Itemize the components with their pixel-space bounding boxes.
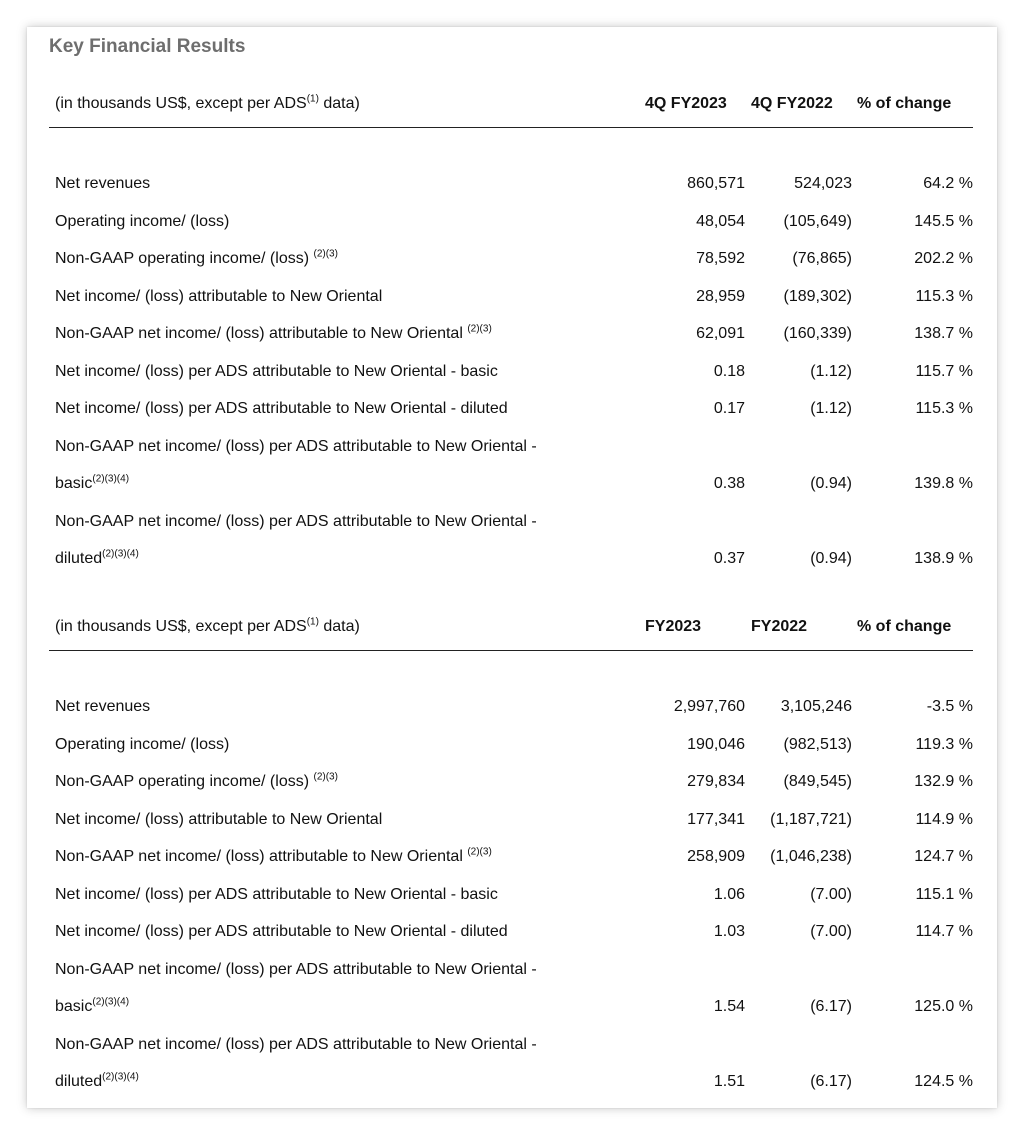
row-label: [55, 203, 555, 241]
row-label-text: Net income/ (loss) attributable to New Oriental: [55, 287, 383, 305]
cell-value: 28,959: [696, 287, 745, 305]
cell-value: (0.94): [810, 550, 852, 567]
cell-value: 138.7 %: [914, 325, 973, 342]
row-label-text: Operating income/ (loss): [55, 212, 230, 230]
footnote-ref: (2)(3): [467, 846, 492, 858]
row-label: [55, 165, 555, 203]
cell-value: 860,571: [687, 175, 745, 192]
row-label: [55, 390, 555, 428]
cell-value: 125.0 %: [914, 998, 973, 1015]
cell-value: (7.00): [810, 885, 852, 903]
caption-text: (in thousands US$, except per ADS: [55, 618, 307, 635]
footnote-ref: (2)(3)(4): [102, 1071, 139, 1083]
cell-value: 114.9 %: [915, 810, 973, 828]
footnote-ref: (2)(3)(4): [92, 996, 130, 1008]
table-body: [49, 688, 973, 1101]
cell-value: 1.54: [713, 998, 745, 1015]
row-label-text: Net income/ (loss) per ADS attributable to New Oriental - diluted: [55, 400, 508, 417]
table-row: [49, 1026, 973, 1101]
row-label: [55, 876, 555, 914]
table-row: [49, 315, 973, 353]
cell-value: -3.5 %: [926, 698, 973, 715]
table-caption: [55, 618, 360, 636]
row-label-text: Non-GAAP operating income/ (loss): [55, 773, 314, 790]
cell-value: (982,513): [783, 735, 852, 753]
row-label-text: Net revenues: [55, 698, 151, 715]
cell-value: 258,909: [687, 848, 745, 865]
table-row: [49, 503, 973, 578]
table-row: [49, 390, 973, 428]
cell-value: 1.06: [713, 885, 745, 903]
table-row: [49, 801, 973, 839]
row-label: [55, 951, 555, 1026]
cell-value: 124.7 %: [914, 848, 973, 865]
row-label-text: Non-GAAP net income/ (loss) per ADS attributable to New Oriental - diluted: [55, 1035, 537, 1090]
cell-value: 64.2 %: [923, 175, 973, 192]
cell-value: 1.51: [713, 1073, 745, 1090]
table-caption: [55, 95, 360, 113]
row-label: [55, 1026, 555, 1101]
cell-value: (6.17): [810, 1073, 852, 1090]
row-label: [55, 688, 555, 726]
cell-value: 2,997,760: [673, 698, 745, 715]
row-label-text: Non-GAAP net income/ (loss) per ADS attributable to New Oriental - diluted: [55, 512, 537, 567]
cell-value: (7.00): [810, 923, 852, 940]
cell-value: (1,187,721): [770, 810, 852, 828]
cell-value: 115.3 %: [915, 287, 973, 305]
row-label: [55, 838, 555, 876]
row-label-text: Non-GAAP net income/ (loss) attributable to New Oriental: [55, 848, 468, 865]
table-row: [49, 913, 973, 951]
row-label: [55, 801, 555, 839]
cell-value: (849,545): [783, 773, 852, 790]
caption-text-end: data): [318, 95, 360, 112]
row-label: [55, 503, 555, 578]
table-row: [49, 165, 973, 203]
row-label: [55, 353, 555, 391]
column-header: 4Q FY2022: [751, 95, 833, 112]
cell-value: (1.12): [810, 400, 852, 417]
row-label: [55, 315, 555, 353]
cell-value: 78,592: [696, 250, 745, 267]
table-row: [49, 726, 973, 764]
row-label-text: Non-GAAP operating income/ (loss): [55, 250, 314, 267]
cell-value: 0.17: [713, 400, 745, 417]
row-label: [55, 726, 555, 764]
cell-value: 48,054: [696, 212, 745, 230]
cell-value: 190,046: [687, 735, 745, 753]
row-label-text: Non-GAAP net income/ (loss) per ADS attributable to New Oriental - basic: [55, 960, 537, 1015]
table-row: [49, 278, 973, 316]
row-label-text: Operating income/ (loss): [55, 735, 230, 753]
column-header: FY2022: [751, 618, 808, 635]
cell-value: 132.9 %: [914, 773, 973, 790]
column-header: % of change: [857, 618, 952, 635]
table-row: [49, 763, 973, 801]
cell-value: 3,105,246: [780, 698, 852, 715]
table-row: [49, 203, 973, 241]
footnote-ref: (2)(3)(4): [102, 548, 139, 560]
row-label-text: Non-GAAP net income/ (loss) attributable to New Oriental: [55, 325, 468, 342]
financial-results-card: [27, 27, 997, 1108]
cell-value: 1.03: [713, 923, 745, 940]
row-label: [55, 763, 555, 801]
footnote-ref: (2)(3): [467, 323, 492, 335]
annual-results-table: [49, 605, 973, 1101]
caption-text-end: data): [318, 618, 360, 635]
cell-value: 0.18: [713, 362, 745, 380]
column-header: % of change: [857, 95, 952, 112]
column-header: FY2023: [645, 618, 702, 635]
cell-value: 62,091: [696, 325, 745, 342]
cell-value: 124.5 %: [914, 1073, 973, 1090]
cell-value: 115.1 %: [915, 885, 973, 903]
cell-value: 524,023: [794, 175, 852, 192]
footnote-ref: (2)(3): [313, 771, 338, 783]
cell-value: 114.7 %: [915, 923, 973, 940]
table-row: [49, 240, 973, 278]
footnote-ref: (2)(3)(4): [92, 473, 130, 485]
cell-value: (105,649): [783, 212, 852, 230]
page-title: Key Financial Results: [49, 36, 246, 57]
row-label-text: Net revenues: [55, 175, 151, 192]
cell-value: 279,834: [687, 773, 745, 790]
table-body: [49, 165, 973, 578]
table-row: [49, 838, 973, 876]
row-label-text: Net income/ (loss) per ADS attributable to New Oriental - basic: [55, 885, 498, 903]
caption-footnote-ref: (1): [306, 616, 319, 628]
row-label-text: Non-GAAP net income/ (loss) per ADS attributable to New Oriental - basic: [55, 437, 537, 492]
cell-value: (1.12): [810, 362, 852, 380]
row-label: [55, 428, 555, 503]
table-header: [49, 82, 973, 128]
footnote-ref: (2)(3): [313, 248, 338, 260]
row-label-text: Net income/ (loss) attributable to New Oriental: [55, 810, 383, 828]
table-row: [49, 876, 973, 914]
cell-value: 139.8 %: [914, 475, 973, 492]
cell-value: (1,046,238): [770, 848, 852, 865]
cell-value: 115.7 %: [915, 362, 973, 380]
cell-value: (0.94): [810, 475, 852, 492]
table-row: [49, 428, 973, 503]
row-label: [55, 913, 555, 951]
cell-value: 0.37: [713, 550, 745, 567]
row-label-text: Net income/ (loss) per ADS attributable to New Oriental - diluted: [55, 923, 508, 940]
cell-value: 145.5 %: [914, 212, 973, 230]
cell-value: 115.3 %: [915, 400, 973, 417]
cell-value: 202.2 %: [914, 250, 973, 267]
cell-value: 119.3 %: [915, 735, 973, 753]
cell-value: (76,865): [792, 250, 852, 267]
cell-value: (189,302): [783, 287, 852, 305]
table-row: [49, 688, 973, 726]
caption-text: (in thousands US$, except per ADS: [55, 95, 307, 112]
cell-value: (160,339): [783, 325, 852, 342]
cell-value: (6.17): [810, 998, 852, 1015]
table-row: [49, 353, 973, 391]
cell-value: 0.38: [713, 475, 745, 492]
table-row: [49, 951, 973, 1026]
row-label: [55, 240, 555, 278]
caption-footnote-ref: (1): [306, 93, 319, 105]
column-header: 4Q FY2023: [645, 95, 727, 112]
row-label: [55, 278, 555, 316]
cell-value: 138.9 %: [914, 550, 973, 567]
row-label-text: Net income/ (loss) per ADS attributable to New Oriental - basic: [55, 362, 498, 380]
table-header: [49, 605, 973, 651]
cell-value: 177,341: [687, 810, 745, 828]
quarterly-results-table: [49, 82, 973, 578]
